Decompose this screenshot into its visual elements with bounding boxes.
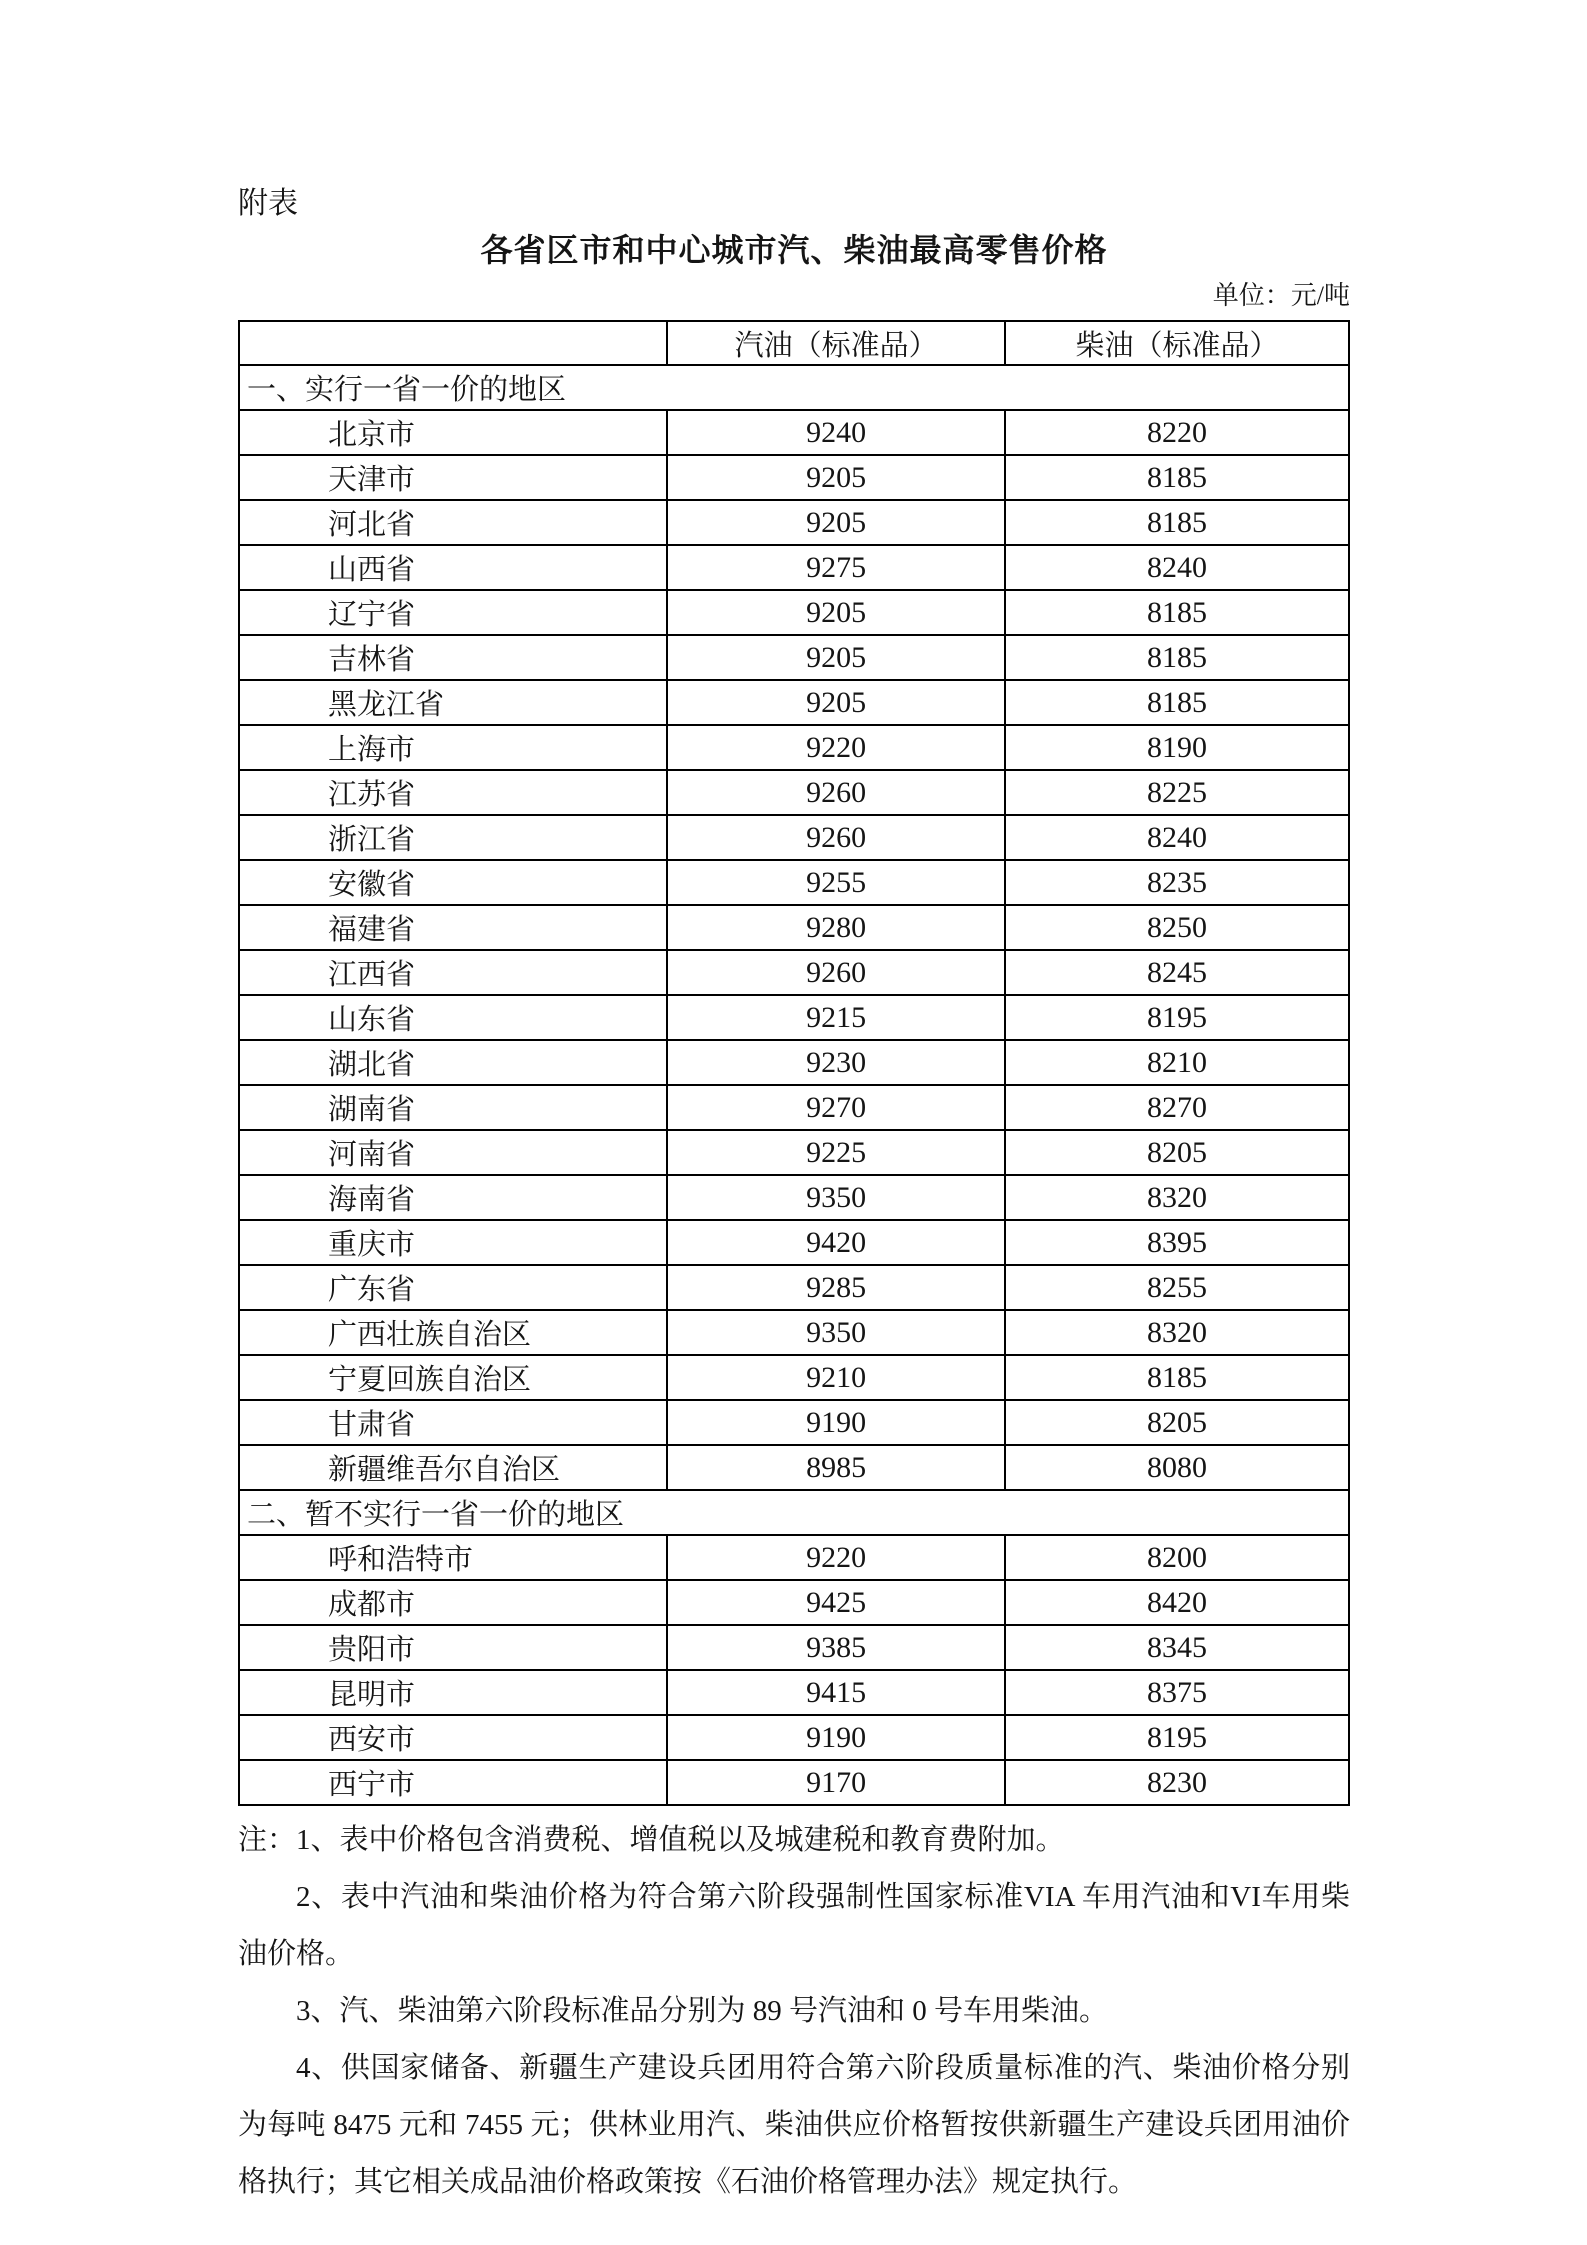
diesel-price: 8190 [1005,725,1349,770]
attachment-label: 附表 [238,187,298,220]
diesel-price: 8345 [1005,1625,1349,1670]
region-name: 重庆市 [239,1220,667,1265]
region-name: 北京市 [239,410,667,455]
price-row [239,1130,1349,1175]
document-page [238,186,1350,2211]
price-row [239,860,1349,905]
price-row [239,455,1349,500]
price-row [239,545,1349,590]
gasoline-price: 9260 [667,950,1004,995]
diesel-price: 8395 [1005,1220,1349,1265]
gasoline-price: 9230 [667,1040,1004,1085]
price-row [239,1085,1349,1130]
note-item-2: 2、表中汽油和柴油价格为符合第六阶段强制性国家标准VIA 车用汽油和VI车用柴油价格。 [238,1881,1350,1970]
gasoline-price: 9220 [667,725,1004,770]
diesel-price: 8270 [1005,1085,1349,1130]
gasoline-price: 9240 [667,410,1004,455]
region-name: 宁夏回族自治区 [239,1355,667,1400]
price-row [239,1670,1349,1715]
region-name: 吉林省 [239,635,667,680]
gasoline-price: 9205 [667,680,1004,725]
price-row [239,1535,1349,1580]
region-name: 甘肃省 [239,1400,667,1445]
diesel-price: 8185 [1005,500,1349,545]
gasoline-price: 8985 [667,1445,1004,1490]
gasoline-price: 9260 [667,815,1004,860]
diesel-price: 8250 [1005,905,1349,950]
region-name: 海南省 [239,1175,667,1220]
diesel-price: 8185 [1005,590,1349,635]
price-row [239,1265,1349,1310]
diesel-price: 8420 [1005,1580,1349,1625]
diesel-price: 8240 [1005,815,1349,860]
gasoline-price: 9220 [667,1535,1004,1580]
notes-section [238,1812,1350,2211]
region-name: 新疆维吾尔自治区 [239,1445,667,1490]
gasoline-price: 9280 [667,905,1004,950]
region-name: 广东省 [239,1265,667,1310]
diesel-price: 8225 [1005,770,1349,815]
table-header-row [239,321,1349,365]
price-row [239,1580,1349,1625]
gasoline-price: 9260 [667,770,1004,815]
price-row [239,770,1349,815]
diesel-price: 8240 [1005,545,1349,590]
region-name: 江西省 [239,950,667,995]
region-name: 西安市 [239,1715,667,1760]
region-name: 福建省 [239,905,667,950]
section-header: 二、暂不实行一省一价的地区 [239,1490,1349,1535]
price-row [239,725,1349,770]
region-name: 湖南省 [239,1085,667,1130]
diesel-price: 8185 [1005,455,1349,500]
region-name: 山东省 [239,995,667,1040]
diesel-price: 8185 [1005,635,1349,680]
region-name: 河南省 [239,1130,667,1175]
price-row [239,1220,1349,1265]
region-name: 浙江省 [239,815,667,860]
notes-label: 注： [238,1824,297,1856]
price-row [239,1760,1349,1805]
diesel-price: 8220 [1005,410,1349,455]
gasoline-price: 9275 [667,545,1004,590]
price-row [239,1715,1349,1760]
gasoline-price: 9350 [667,1310,1004,1355]
gasoline-price: 9385 [667,1625,1004,1670]
diesel-price: 8230 [1005,1760,1349,1805]
gasoline-price: 9425 [667,1580,1004,1625]
gasoline-price: 9285 [667,1265,1004,1310]
price-row [239,995,1349,1040]
gasoline-price: 9210 [667,1355,1004,1400]
gasoline-price: 9350 [667,1175,1004,1220]
diesel-price: 8210 [1005,1040,1349,1085]
note-item-3: 3、汽、柴油第六阶段标准品分别为 89 号汽油和 0 号车用柴油。 [296,1995,1109,2027]
price-row [239,500,1349,545]
diesel-price: 8185 [1005,680,1349,725]
price-row [239,1040,1349,1085]
price-row [239,905,1349,950]
gasoline-price: 9205 [667,590,1004,635]
gasoline-price: 9215 [667,995,1004,1040]
section-header-row [239,365,1349,410]
note-item-4: 4、供国家储备、新疆生产建设兵团用符合第六阶段质量标准的汽、柴油价格分别为每吨 8475 元和 7455 元；供林业用汽、柴油供应价格暂按供新疆生产建设兵团用油价格执行；其它相关成品油价格政策按《石油价格管理办法》规定执行。 [238,2052,1350,2198]
region-column-header [239,321,667,365]
region-name: 黑龙江省 [239,680,667,725]
gasoline-price: 9205 [667,635,1004,680]
unit-note: 单位：元/吨 [1212,281,1350,310]
price-row [239,635,1349,680]
gasoline-price: 9415 [667,1670,1004,1715]
region-name: 西宁市 [239,1760,667,1805]
region-name: 山西省 [239,545,667,590]
note-item-1 [238,1812,1350,1869]
region-name: 湖北省 [239,1040,667,1085]
diesel-price: 8195 [1005,1715,1349,1760]
region-name: 成都市 [239,1580,667,1625]
price-row [239,950,1349,995]
region-name: 河北省 [239,500,667,545]
region-name: 广西壮族自治区 [239,1310,667,1355]
region-name: 贵阳市 [239,1625,667,1670]
price-table-body [239,365,1349,1805]
diesel-price: 8205 [1005,1400,1349,1445]
gasoline-price: 9270 [667,1085,1004,1130]
price-row [239,1355,1349,1400]
gasoline-price: 9170 [667,1760,1004,1805]
gasoline-price: 9255 [667,860,1004,905]
section-header: 一、实行一省一价的地区 [239,365,1349,410]
gasoline-price: 9205 [667,455,1004,500]
region-name: 天津市 [239,455,667,500]
region-name: 江苏省 [239,770,667,815]
diesel-price: 8375 [1005,1670,1349,1715]
section-header-row [239,1490,1349,1535]
price-row [239,1175,1349,1220]
diesel-price: 8185 [1005,1355,1349,1400]
gasoline-price: 9190 [667,1400,1004,1445]
diesel-column-header: 柴油（标准品） [1005,321,1349,365]
note-text-1: 1、表中价格包含消费税、增值税以及城建税和教育费附加。 [296,1824,1065,1856]
page-title: 各省区市和中心城市汽、柴油最高零售价格 [480,232,1108,268]
diesel-price: 8205 [1005,1130,1349,1175]
price-row [239,590,1349,635]
gasoline-price: 9420 [667,1220,1004,1265]
region-name: 呼和浩特市 [239,1535,667,1580]
region-name: 安徽省 [239,860,667,905]
diesel-price: 8235 [1005,860,1349,905]
diesel-price: 8195 [1005,995,1349,1040]
diesel-price: 8245 [1005,950,1349,995]
gasoline-price: 9225 [667,1130,1004,1175]
price-row [239,410,1349,455]
price-row [239,1400,1349,1445]
gasoline-price: 9190 [667,1715,1004,1760]
price-row [239,1310,1349,1355]
price-table [238,320,1350,1806]
price-row [239,815,1349,860]
diesel-price: 8320 [1005,1175,1349,1220]
diesel-price: 8255 [1005,1265,1349,1310]
diesel-price: 8080 [1005,1445,1349,1490]
diesel-price: 8320 [1005,1310,1349,1355]
price-row [239,1625,1349,1670]
price-row [239,1445,1349,1490]
region-name: 昆明市 [239,1670,667,1715]
diesel-price: 8200 [1005,1535,1349,1580]
region-name: 上海市 [239,725,667,770]
gasoline-column-header: 汽油（标准品） [667,321,1004,365]
price-row [239,680,1349,725]
gasoline-price: 9205 [667,500,1004,545]
region-name: 辽宁省 [239,590,667,635]
